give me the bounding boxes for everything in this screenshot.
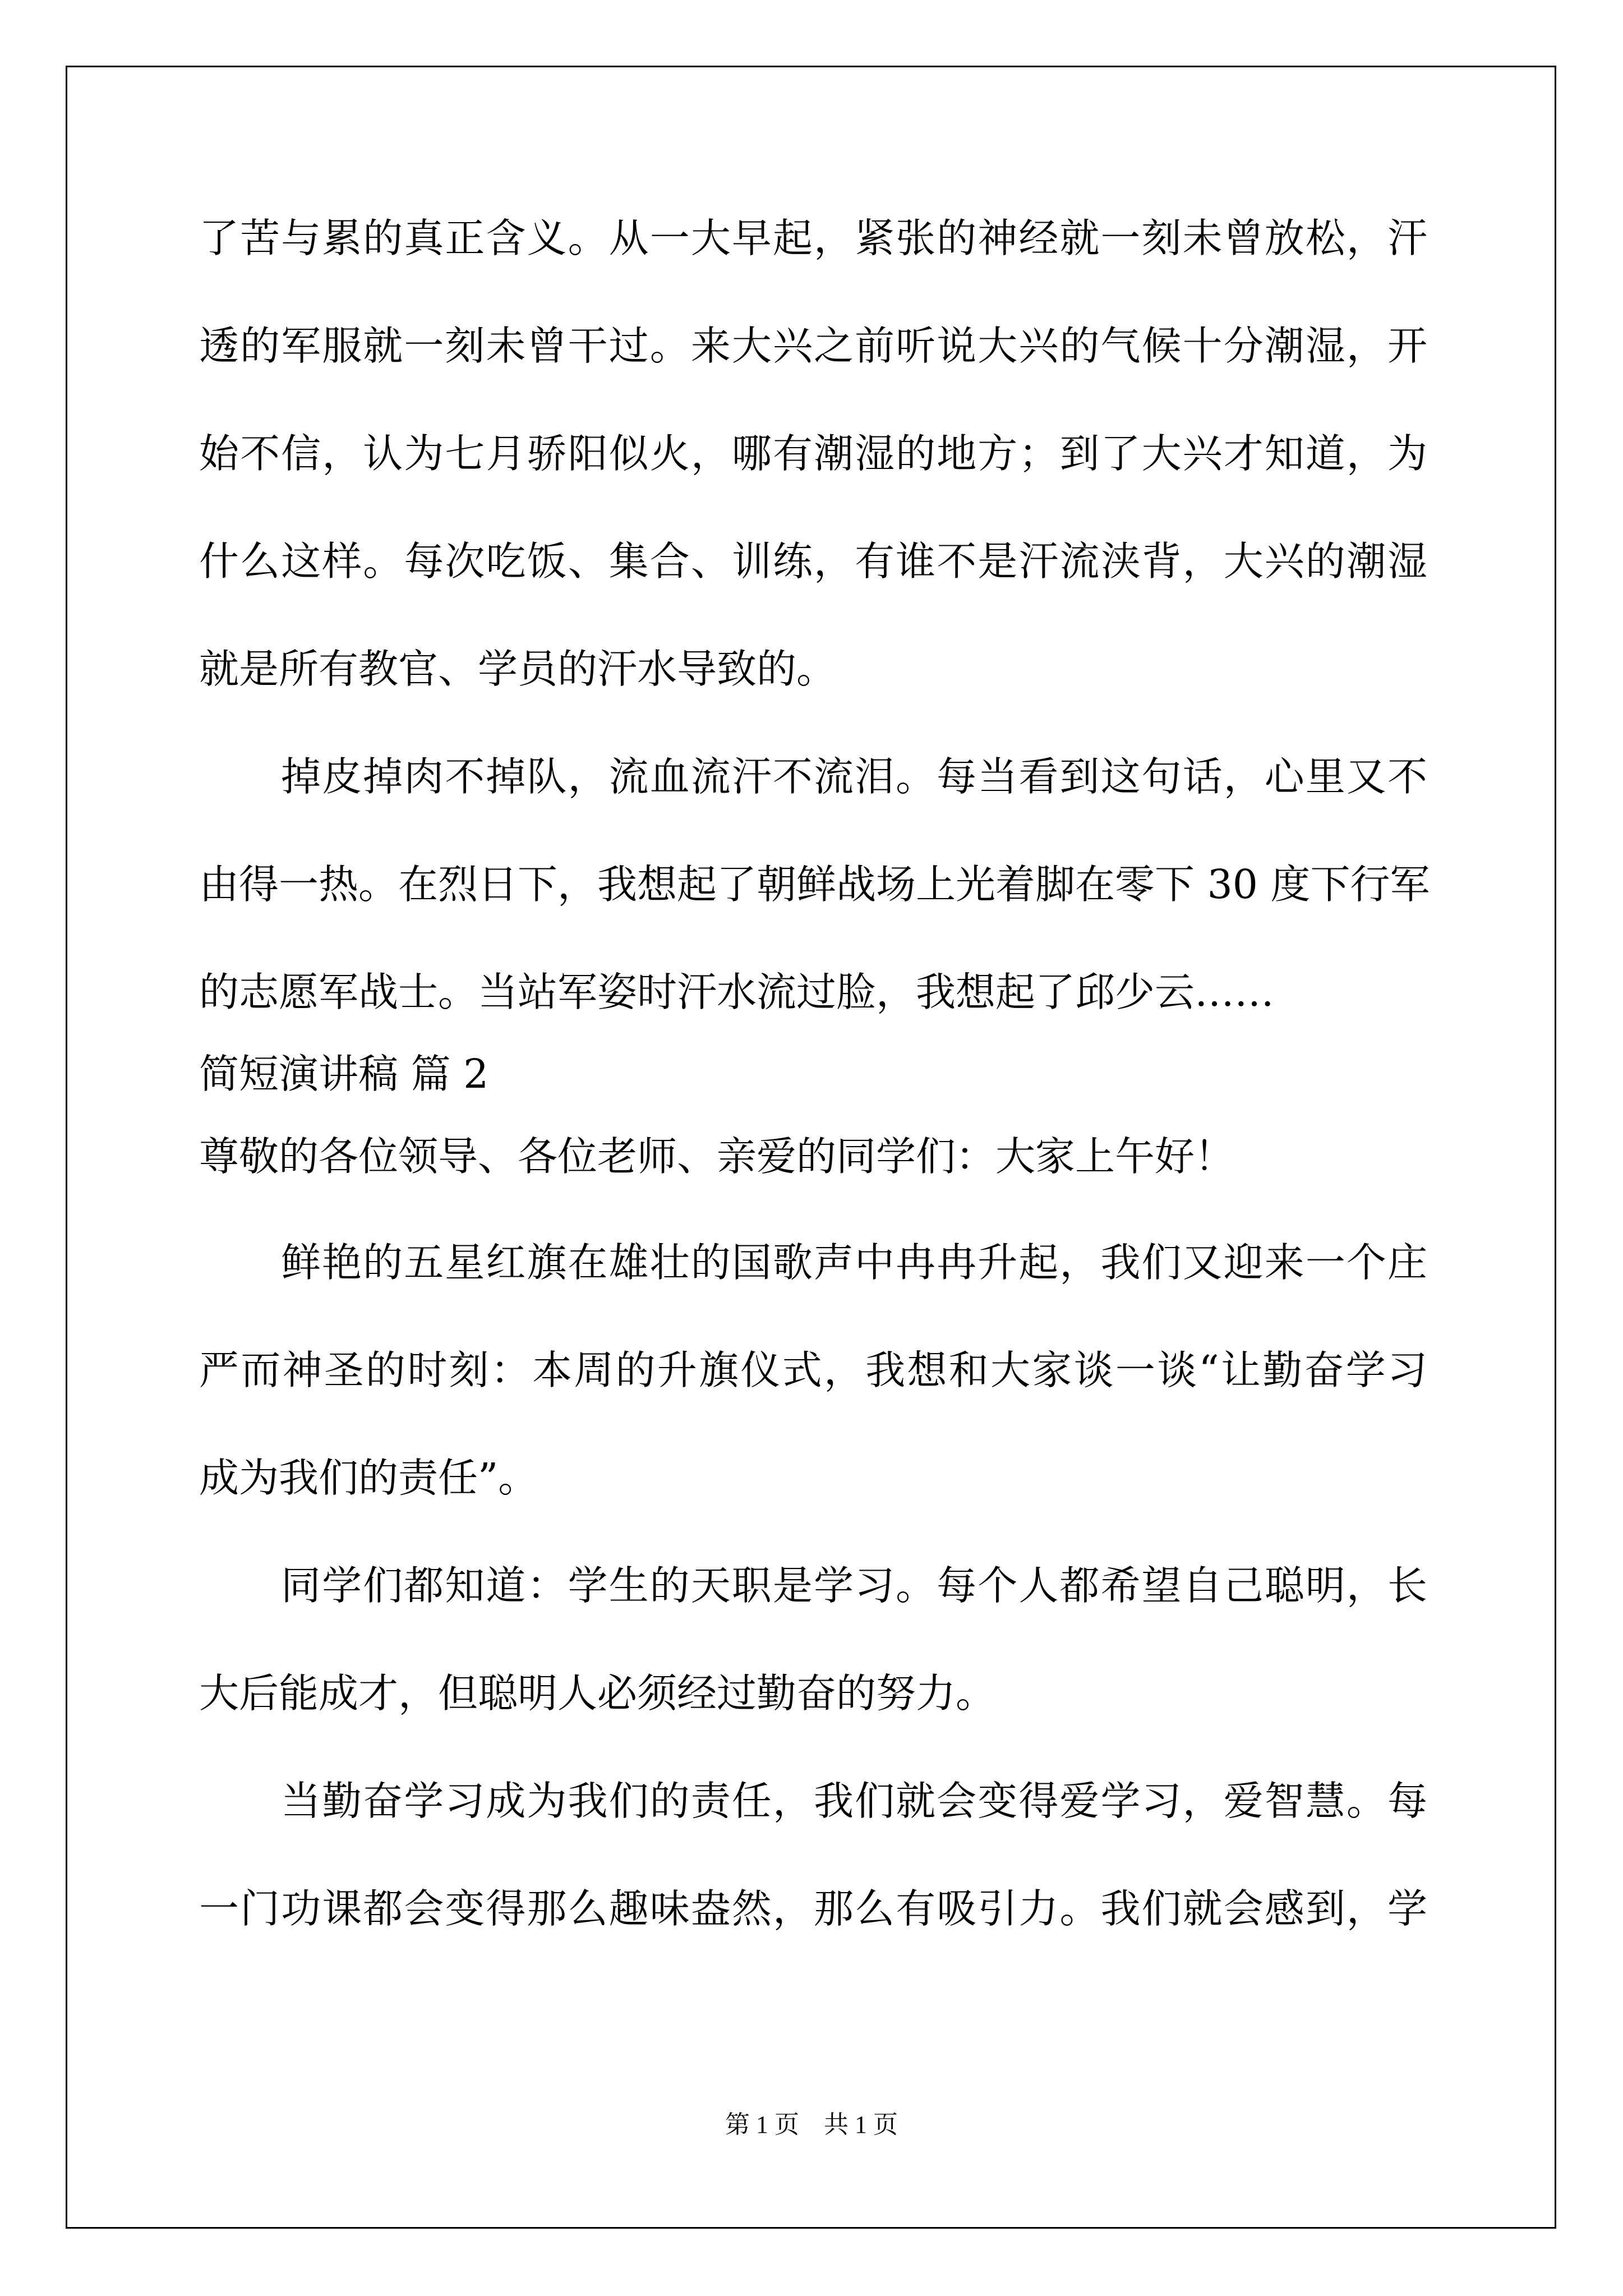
paragraph-first-line: 鲜艳的五星红旗在雄壮的国歌声中冉冉升起，我们又迎来一个庄 — [281, 1239, 1427, 1286]
paragraph-first-line: 同学们都知道：学生的天职是学习。每个人都希望自己聪明，长 — [281, 1562, 1427, 1609]
salutation: 尊敬的各位领导、各位老师、亲爱的同学们：大家上午好！ — [199, 1133, 1235, 1180]
paragraph-line: 就是所有教官、学员的汗水导致的。 — [199, 646, 837, 692]
paragraph-line: 大后能成才，但聪明人必须经过勤奋的努力。 — [199, 1670, 996, 1717]
paragraph-line: 始不信，认为七月骄阳似火，哪有潮湿的地方；到了大兴才知道，为 — [199, 430, 1427, 477]
paragraph-line: 了苦与累的真正含义。从一大早起，紧张的神经就一刻未曾放松，汗 — [199, 215, 1427, 261]
section-heading: 简短演讲稿 篇 2 — [199, 1051, 489, 1097]
page-number: 第 1 页 共 1 页 — [725, 2111, 898, 2138]
paragraph-line: 成为我们的责任”。 — [199, 1455, 538, 1501]
paragraph-line: 由得一热。在烈日下，我想起了朝鲜战场上光着脚在零下 30 度下行军 — [199, 861, 1430, 908]
paragraph-first-line: 当勤奋学习成为我们的责任，我们就会变得爱学习，爱智慧。每 — [281, 1778, 1427, 1824]
paragraph-line: 的志愿军战士。当站军姿时汗水流过脸，我想起了邱少云…… — [199, 969, 1275, 1015]
paragraph-line: 严而神圣的时刻：本周的升旗仪式，我想和大家谈一谈“让勤奋学习 — [199, 1347, 1427, 1393]
paragraph-first-line: 掉皮掉肉不掉队，流血流汗不流泪。每当看到这句话，心里又不 — [281, 753, 1427, 800]
paragraph-line: 一门功课都会变得那么趣味盎然，那么有吸引力。我们就会感到，学 — [199, 1885, 1427, 1932]
paragraph-line: 什么这样。每次吃饭、集合、训练，有谁不是汗流浃背，大兴的潮湿 — [199, 538, 1427, 585]
paragraph-line: 透的军服就一刻未曾干过。来大兴之前听说大兴的气候十分潮湿，开 — [199, 323, 1427, 369]
